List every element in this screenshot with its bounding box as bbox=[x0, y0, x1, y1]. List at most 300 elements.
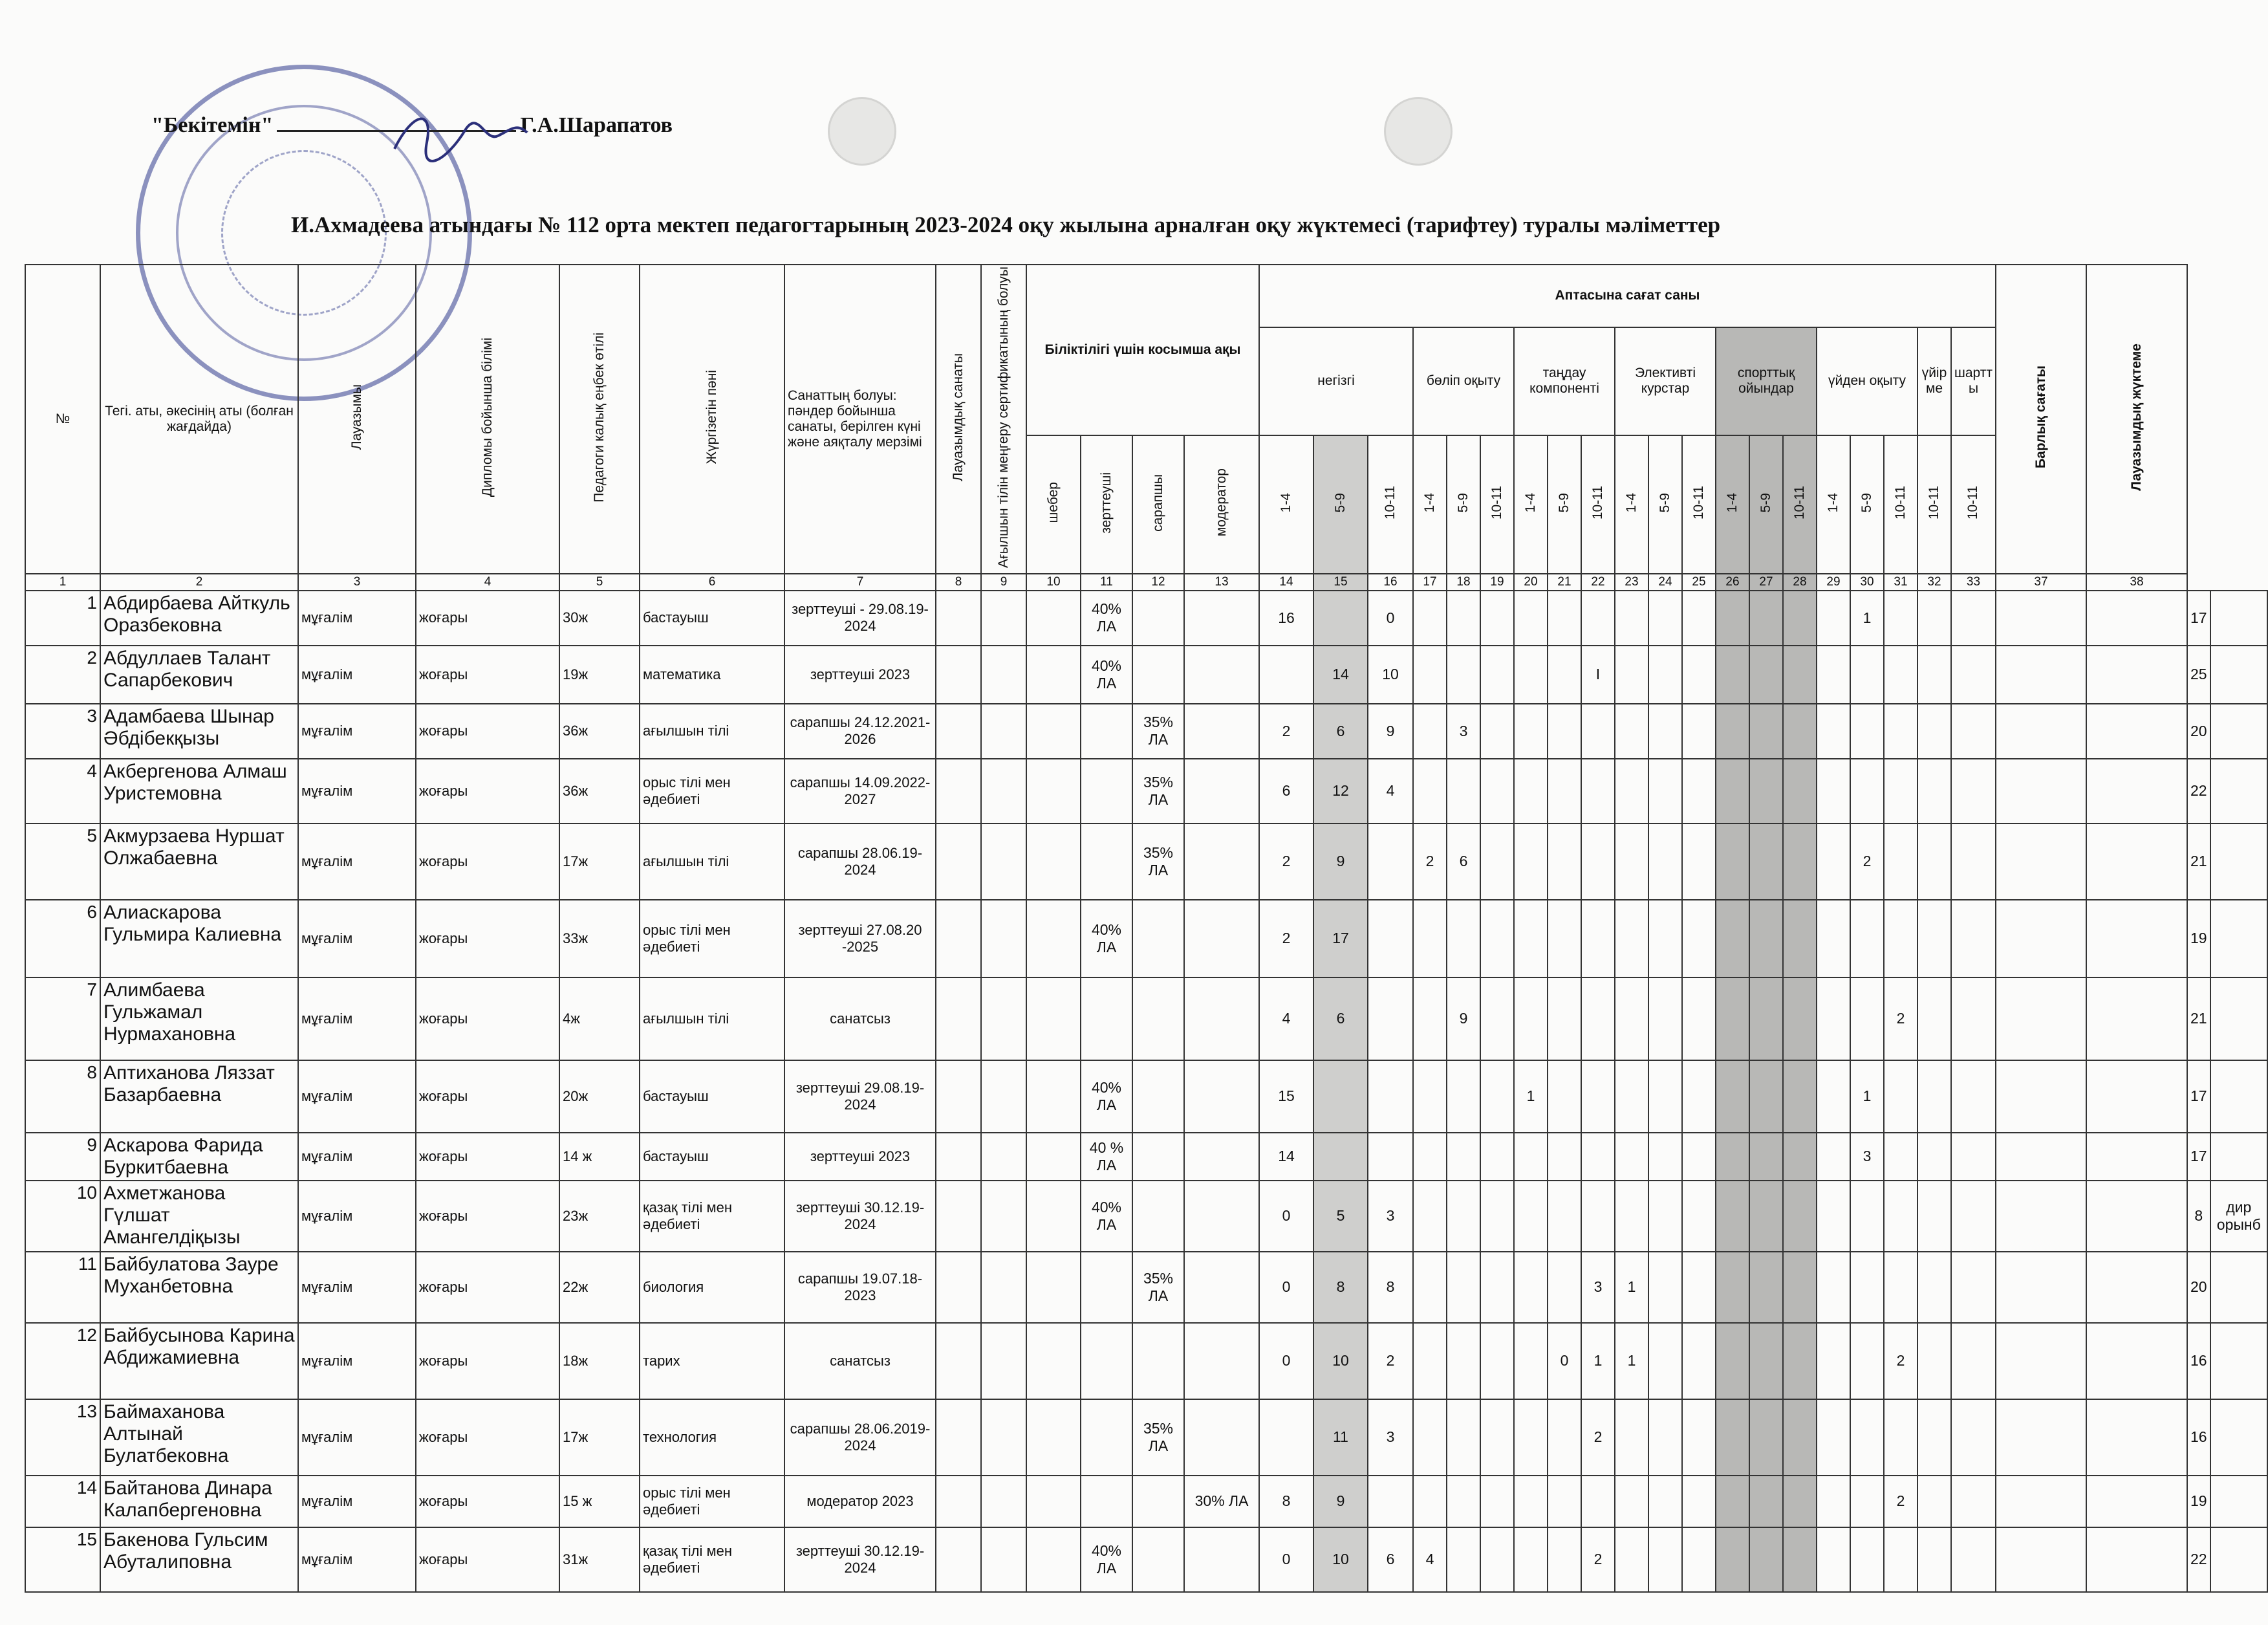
hours-cell bbox=[1648, 1133, 1682, 1181]
zertteushi-cell bbox=[1081, 977, 1132, 1060]
hours-cell bbox=[1783, 1181, 1817, 1252]
teacher-subject: орыс тілі мен әдебиеті bbox=[640, 759, 784, 823]
teacher-subject: бастауыш bbox=[640, 1133, 784, 1181]
hours-cell bbox=[1548, 1060, 1581, 1133]
column-number: 12 bbox=[1132, 574, 1184, 591]
page-title: И.Ахмадеева атындағы № 112 орта мектеп педагогтарының 2023-2024 оқу жылына арналған оқу жүктемесі (тарифтеу) туралы мәліметтер bbox=[291, 212, 1721, 237]
table-row bbox=[25, 900, 2267, 977]
hours-cell bbox=[1581, 704, 1615, 759]
sheber-cell bbox=[1026, 759, 1081, 823]
column-number: 13 bbox=[1184, 574, 1259, 591]
hours-cell: 9 bbox=[1368, 704, 1413, 759]
hours-cell bbox=[2086, 1252, 2187, 1323]
hours-cell: 2 bbox=[1850, 823, 1884, 900]
hours-cell bbox=[1480, 1060, 1514, 1133]
teacher-category: модератор 2023 bbox=[784, 1476, 936, 1527]
sarapshy-cell bbox=[1132, 1476, 1184, 1527]
hours-cell bbox=[1514, 1323, 1548, 1399]
sheber-cell bbox=[1026, 823, 1081, 900]
row-number: 1 bbox=[25, 591, 100, 646]
empty-cell bbox=[981, 1181, 1026, 1252]
sub-sarapshy: сарапшы bbox=[1132, 435, 1184, 574]
teacher-experience: 15 ж bbox=[559, 1476, 640, 1527]
hours-cell bbox=[1648, 759, 1682, 823]
row-number: 6 bbox=[25, 900, 100, 977]
hours-cell bbox=[1648, 977, 1682, 1060]
hours-cell bbox=[1648, 823, 1682, 900]
sarapshy-cell bbox=[1132, 1323, 1184, 1399]
empty-cell bbox=[981, 977, 1026, 1060]
hours-cell bbox=[1716, 646, 1749, 704]
hours-cell bbox=[2086, 1181, 2187, 1252]
hours-cell: 4 bbox=[1368, 759, 1413, 823]
hours-cell bbox=[1682, 1133, 1716, 1181]
hours-cell: 6 bbox=[1259, 759, 1313, 823]
sarapshy-cell: 35% ЛА bbox=[1132, 1252, 1184, 1323]
hours-cell bbox=[1996, 591, 2086, 646]
total-hours: 19 bbox=[2187, 1476, 2210, 1527]
hours-cell bbox=[1996, 1323, 2086, 1399]
zertteushi-cell bbox=[1081, 1399, 1132, 1476]
hours-cell bbox=[1548, 646, 1581, 704]
hours-cell bbox=[1615, 977, 1648, 1060]
hours-cell bbox=[1817, 900, 1850, 977]
hours-cell bbox=[1716, 977, 1749, 1060]
empty-cell bbox=[936, 1133, 981, 1181]
sarapshy-cell bbox=[1132, 1527, 1184, 1592]
col-qual-group: Біліктілігі үшін косымша ақы bbox=[1026, 265, 1259, 435]
hours-cell bbox=[1615, 591, 1648, 646]
hours-cell bbox=[1413, 1181, 1447, 1252]
hours-cell bbox=[1514, 1399, 1548, 1476]
col-experience: Педагоги калық еңбек өтілі bbox=[559, 265, 640, 574]
teacher-position: мұғалім bbox=[298, 759, 416, 823]
hours-cell: 4 bbox=[1259, 977, 1313, 1060]
hours-cell bbox=[1817, 591, 1850, 646]
hours-cell bbox=[1817, 704, 1850, 759]
hours-cell bbox=[1783, 1527, 1817, 1592]
hours-cell bbox=[1817, 1181, 1850, 1252]
column-number: 1 bbox=[25, 574, 100, 591]
hours-cell bbox=[2086, 823, 2187, 900]
table-row bbox=[25, 1252, 2267, 1323]
hours-cell bbox=[1996, 646, 2086, 704]
teacher-education: жоғары bbox=[416, 1252, 559, 1323]
hours-cell bbox=[1413, 900, 1447, 977]
hours-cell bbox=[1648, 1060, 1682, 1133]
zertteushi-cell bbox=[1081, 823, 1132, 900]
table-row bbox=[25, 1399, 2267, 1476]
signature-icon bbox=[388, 104, 530, 175]
column-number: 27 bbox=[1749, 574, 1783, 591]
hours-cell: 1 bbox=[1615, 1323, 1648, 1399]
sheber-cell bbox=[1026, 1252, 1081, 1323]
hours-cell bbox=[1817, 1323, 1850, 1399]
empty-cell bbox=[936, 977, 981, 1060]
hours-cell bbox=[1548, 977, 1581, 1060]
hours-cell bbox=[1480, 704, 1514, 759]
teacher-position: мұғалім bbox=[298, 1060, 416, 1133]
hours-cell bbox=[1682, 591, 1716, 646]
sheber-cell bbox=[1026, 1476, 1081, 1527]
hours-cell: 17 bbox=[1313, 900, 1368, 977]
hours-cell bbox=[1951, 1252, 1996, 1323]
moderator-cell bbox=[1184, 977, 1259, 1060]
hours-cell bbox=[2086, 1323, 2187, 1399]
teacher-category: сарапшы 24.12.2021-2026 bbox=[784, 704, 936, 759]
sheber-cell bbox=[1026, 1323, 1081, 1399]
sarapshy-cell bbox=[1132, 591, 1184, 646]
hours-cell bbox=[1917, 1181, 1951, 1252]
hours-cell bbox=[1817, 1399, 1850, 1476]
sarapshy-cell bbox=[1132, 1133, 1184, 1181]
hours-cell: 1 bbox=[1615, 1252, 1648, 1323]
teacher-name: Байтанова Динара Калапбергеновна bbox=[100, 1476, 298, 1527]
teacher-experience: 33ж bbox=[559, 900, 640, 977]
row-number: 14 bbox=[25, 1476, 100, 1527]
teacher-name: Алимбаева Гульжамал Нурмахановна bbox=[100, 977, 298, 1060]
hours-cell bbox=[1648, 704, 1682, 759]
teacher-category: сарапшы 19.07.18-2023 bbox=[784, 1252, 936, 1323]
col-duty-load: Лауазымдық жүктеме bbox=[2086, 265, 2187, 574]
teacher-name: Аскарова Фарида Буркитбаевна bbox=[100, 1133, 298, 1181]
teacher-education: жоғары bbox=[416, 1399, 559, 1476]
total-hours: 22 bbox=[2187, 1527, 2210, 1592]
teacher-category: зерттеуші 2023 bbox=[784, 646, 936, 704]
group-negizgi: негізгі bbox=[1259, 327, 1413, 435]
hours-cell bbox=[1850, 977, 1884, 1060]
hours-cell bbox=[1447, 1476, 1480, 1527]
teacher-education: жоғары bbox=[416, 591, 559, 646]
hours-cell bbox=[1716, 1252, 1749, 1323]
hours-cell bbox=[1480, 823, 1514, 900]
table-row bbox=[25, 646, 2267, 704]
duty-load: дир орынб bbox=[2210, 1181, 2267, 1252]
hours-cell bbox=[1951, 1527, 1996, 1592]
empty-cell bbox=[981, 1527, 1026, 1592]
hours-cell bbox=[1259, 1399, 1313, 1476]
table-row bbox=[25, 823, 2267, 900]
duty-load bbox=[2210, 823, 2267, 900]
column-number: 4 bbox=[416, 574, 559, 591]
duty-load bbox=[2210, 1527, 2267, 1592]
hours-cell bbox=[1648, 1323, 1682, 1399]
hours-cell bbox=[1648, 1399, 1682, 1476]
hours-cell bbox=[1682, 823, 1716, 900]
column-number: 16 bbox=[1368, 574, 1413, 591]
teacher-experience: 18ж bbox=[559, 1323, 640, 1399]
teacher-category: санатсыз bbox=[784, 1323, 936, 1399]
hours-cell bbox=[1581, 1060, 1615, 1133]
row-number: 2 bbox=[25, 646, 100, 704]
hours-cell bbox=[1548, 759, 1581, 823]
hours-cell bbox=[1413, 646, 1447, 704]
hours-cell bbox=[2086, 704, 2187, 759]
hours-cell bbox=[1996, 1476, 2086, 1527]
hours-cell bbox=[1648, 1476, 1682, 1527]
hours-cell bbox=[1368, 1476, 1413, 1527]
group-bolip: бөліп оқыту bbox=[1413, 327, 1514, 435]
hours-cell bbox=[1817, 646, 1850, 704]
row-number: 12 bbox=[25, 1323, 100, 1399]
hours-cell: 2 bbox=[1884, 977, 1917, 1060]
hours-cell: 1 bbox=[1850, 1060, 1884, 1133]
col-subject: Жүргізетін пәні bbox=[640, 265, 784, 574]
hours-cell bbox=[1716, 1181, 1749, 1252]
hours-cell bbox=[1447, 1527, 1480, 1592]
hours-cell bbox=[1951, 704, 1996, 759]
hours-cell bbox=[1996, 977, 2086, 1060]
teacher-subject: қазақ тілі мен әдебиеті bbox=[640, 1181, 784, 1252]
hours-cell bbox=[1514, 704, 1548, 759]
hours-cell: 0 bbox=[1259, 1252, 1313, 1323]
hours-cell bbox=[1783, 646, 1817, 704]
moderator-cell bbox=[1184, 1399, 1259, 1476]
hours-cell bbox=[1884, 759, 1917, 823]
hours-cell: 3 bbox=[1447, 704, 1480, 759]
hours-cell bbox=[1749, 646, 1783, 704]
hours-cell bbox=[1581, 759, 1615, 823]
hours-cell bbox=[1548, 1527, 1581, 1592]
total-hours: 25 bbox=[2187, 646, 2210, 704]
row-number: 4 bbox=[25, 759, 100, 823]
hours-cell bbox=[1368, 977, 1413, 1060]
total-hours: 8 bbox=[2187, 1181, 2210, 1252]
column-number: 31 bbox=[1884, 574, 1917, 591]
hours-cell bbox=[1817, 1476, 1850, 1527]
hours-cell: 1 bbox=[1850, 591, 1884, 646]
teacher-position: мұғалім bbox=[298, 1399, 416, 1476]
column-number: 32 bbox=[1917, 574, 1951, 591]
hours-cell bbox=[1917, 1060, 1951, 1133]
moderator-cell bbox=[1184, 759, 1259, 823]
hours-cell: 6 bbox=[1313, 977, 1368, 1060]
hours-cell bbox=[1615, 1181, 1648, 1252]
hours-cell: 10 bbox=[1313, 1527, 1368, 1592]
hours-cell: 2 bbox=[1413, 823, 1447, 900]
hours-cell bbox=[1480, 1527, 1514, 1592]
teacher-position: мұғалім bbox=[298, 977, 416, 1060]
hours-cell bbox=[2086, 1527, 2187, 1592]
hours-cell bbox=[1682, 1399, 1716, 1476]
teacher-experience: 19ж bbox=[559, 646, 640, 704]
hours-cell bbox=[1951, 1060, 1996, 1133]
moderator-cell bbox=[1184, 823, 1259, 900]
col-duty-category: Лауазымдық санаты bbox=[936, 265, 981, 574]
hours-cell bbox=[1548, 1133, 1581, 1181]
hours-cell bbox=[1682, 1181, 1716, 1252]
hours-cell bbox=[1817, 977, 1850, 1060]
hours-cell: 5 bbox=[1313, 1181, 1368, 1252]
row-number: 8 bbox=[25, 1060, 100, 1133]
moderator-cell bbox=[1184, 591, 1259, 646]
hours-cell bbox=[1548, 1399, 1581, 1476]
teacher-education: жоғары bbox=[416, 1060, 559, 1133]
hours-cell: 0 bbox=[1259, 1181, 1313, 1252]
column-number: 29 bbox=[1817, 574, 1850, 591]
hours-cell bbox=[1581, 1476, 1615, 1527]
teacher-category: санатсыз bbox=[784, 977, 936, 1060]
teacher-category: зерттеуші 29.08.19-2024 bbox=[784, 1060, 936, 1133]
hours-cell bbox=[1951, 591, 1996, 646]
hours-cell bbox=[1615, 1476, 1648, 1527]
hours-cell bbox=[1682, 1252, 1716, 1323]
moderator-cell bbox=[1184, 1060, 1259, 1133]
hours-cell bbox=[1413, 759, 1447, 823]
hours-cell bbox=[1996, 704, 2086, 759]
col-category: Санаттың болуы: пәндер бойынша санаты, берілген күні және аяқталу мерзімі bbox=[784, 265, 936, 574]
sarapshy-cell bbox=[1132, 900, 1184, 977]
hours-cell bbox=[1850, 1527, 1884, 1592]
col-education: Дипломы бойынша білімі bbox=[416, 265, 559, 574]
teacher-position: мұғалім bbox=[298, 704, 416, 759]
hours-cell bbox=[1682, 1323, 1716, 1399]
hours-cell bbox=[1615, 1399, 1648, 1476]
hours-cell bbox=[1615, 646, 1648, 704]
group-shartty: шартт ы bbox=[1951, 327, 1996, 435]
hours-cell bbox=[1884, 823, 1917, 900]
hours-cell bbox=[1514, 646, 1548, 704]
teacher-subject: технология bbox=[640, 1399, 784, 1476]
hours-cell bbox=[1480, 977, 1514, 1060]
hours-cell bbox=[1413, 1476, 1447, 1527]
hours-cell bbox=[1447, 900, 1480, 977]
hours-cell bbox=[1884, 900, 1917, 977]
empty-cell bbox=[936, 1323, 981, 1399]
hours-cell bbox=[1615, 823, 1648, 900]
hours-cell: 2 bbox=[1259, 704, 1313, 759]
header-row-3: шебер зерттеуші сарапшы модератор 1-4 5-9 10-11 1-4 5-9 10-11 1-4 5-9 10-11 1-4 5-9 10-11 1-4 5-9 10-11 1-4 5-9 10-11 10-11 10-11 bbox=[25, 435, 2267, 574]
hours-cell bbox=[1749, 1181, 1783, 1252]
hours-cell bbox=[1413, 1399, 1447, 1476]
row-number: 15 bbox=[25, 1527, 100, 1592]
hours-cell bbox=[1783, 1060, 1817, 1133]
hours-cell bbox=[2086, 646, 2187, 704]
hours-cell bbox=[1951, 1323, 1996, 1399]
column-number: 2 bbox=[100, 574, 298, 591]
hours-cell: 2 bbox=[1884, 1323, 1917, 1399]
duty-load bbox=[2210, 977, 2267, 1060]
hours-cell bbox=[1749, 1252, 1783, 1323]
moderator-cell bbox=[1184, 1181, 1259, 1252]
hours-cell bbox=[1480, 591, 1514, 646]
teacher-name: Ахметжанова Гүлшат Амангелдіқызы bbox=[100, 1181, 298, 1252]
column-number: 28 bbox=[1783, 574, 1817, 591]
hours-cell bbox=[1884, 646, 1917, 704]
total-hours: 20 bbox=[2187, 704, 2210, 759]
hours-cell bbox=[1447, 591, 1480, 646]
table-row bbox=[25, 704, 2267, 759]
column-number: 24 bbox=[1648, 574, 1682, 591]
hours-cell bbox=[2086, 1060, 2187, 1133]
moderator-cell: 30% ЛА bbox=[1184, 1476, 1259, 1527]
moderator-cell bbox=[1184, 1252, 1259, 1323]
hours-cell bbox=[1514, 1133, 1548, 1181]
hours-cell bbox=[1480, 1476, 1514, 1527]
hours-cell bbox=[1581, 977, 1615, 1060]
hours-cell: 8 bbox=[1313, 1252, 1368, 1323]
empty-cell bbox=[936, 823, 981, 900]
hours-cell bbox=[1682, 1060, 1716, 1133]
group-tandau: таңдау компоненті bbox=[1514, 327, 1615, 435]
empty-cell bbox=[981, 759, 1026, 823]
hours-cell bbox=[1884, 1060, 1917, 1133]
table-row bbox=[25, 591, 2267, 646]
hours-cell bbox=[1850, 759, 1884, 823]
hours-cell bbox=[1368, 1133, 1413, 1181]
hours-cell bbox=[1682, 900, 1716, 977]
hours-cell: 0 bbox=[1259, 1527, 1313, 1592]
hours-cell: 2 bbox=[1259, 823, 1313, 900]
teacher-experience: 22ж bbox=[559, 1252, 640, 1323]
row-number: 3 bbox=[25, 704, 100, 759]
hours-cell bbox=[1480, 646, 1514, 704]
teacher-education: жоғары bbox=[416, 900, 559, 977]
hours-cell bbox=[2086, 900, 2187, 977]
hours-cell bbox=[1749, 823, 1783, 900]
table-row bbox=[25, 1527, 2267, 1592]
hours-cell bbox=[1413, 1133, 1447, 1181]
empty-cell bbox=[981, 1252, 1026, 1323]
hours-cell bbox=[1783, 823, 1817, 900]
hours-cell bbox=[1447, 759, 1480, 823]
hours-cell bbox=[1917, 1527, 1951, 1592]
column-number: 8 bbox=[936, 574, 981, 591]
hours-cell: 9 bbox=[1313, 1476, 1368, 1527]
hours-cell: I bbox=[1581, 646, 1615, 704]
teacher-education: жоғары bbox=[416, 1133, 559, 1181]
empty-cell bbox=[936, 759, 981, 823]
column-number: 6 bbox=[640, 574, 784, 591]
hours-cell bbox=[1783, 591, 1817, 646]
hours-cell bbox=[1884, 591, 1917, 646]
hours-cell bbox=[1615, 1133, 1648, 1181]
teacher-experience: 31ж bbox=[559, 1527, 640, 1592]
duty-load bbox=[2210, 1323, 2267, 1399]
column-number: 26 bbox=[1716, 574, 1749, 591]
sheber-cell bbox=[1026, 977, 1081, 1060]
empty-cell bbox=[936, 646, 981, 704]
hours-cell bbox=[1447, 646, 1480, 704]
hours-cell: 3 bbox=[1581, 1252, 1615, 1323]
hours-cell bbox=[1783, 704, 1817, 759]
teacher-subject: ағылшын тілі bbox=[640, 704, 784, 759]
approver-name: Г.А.Шарапатов bbox=[520, 113, 673, 137]
column-number: 5 bbox=[559, 574, 640, 591]
teacher-name: Аптиханова Ляззат Базарбаевна bbox=[100, 1060, 298, 1133]
teacher-position: мұғалім bbox=[298, 1181, 416, 1252]
table-row bbox=[25, 759, 2267, 823]
hours-cell bbox=[1716, 823, 1749, 900]
teacher-name: Бакенова Гульсим Абуталиповна bbox=[100, 1527, 298, 1592]
column-number: 10 bbox=[1026, 574, 1081, 591]
hours-cell bbox=[1951, 646, 1996, 704]
hours-cell bbox=[2086, 977, 2187, 1060]
hours-cell bbox=[1615, 900, 1648, 977]
hours-cell bbox=[1313, 1133, 1368, 1181]
hours-cell bbox=[1783, 1133, 1817, 1181]
hours-cell bbox=[1817, 1060, 1850, 1133]
column-number: 23 bbox=[1615, 574, 1648, 591]
hours-cell bbox=[1514, 823, 1548, 900]
teacher-education: жоғары bbox=[416, 1323, 559, 1399]
teacher-subject: бастауыш bbox=[640, 1060, 784, 1133]
teacher-education: жоғары bbox=[416, 1527, 559, 1592]
sarapshy-cell: 35% ЛА bbox=[1132, 704, 1184, 759]
teacher-education: жоғары bbox=[416, 823, 559, 900]
hours-cell bbox=[1368, 1060, 1413, 1133]
column-number: 20 bbox=[1514, 574, 1548, 591]
